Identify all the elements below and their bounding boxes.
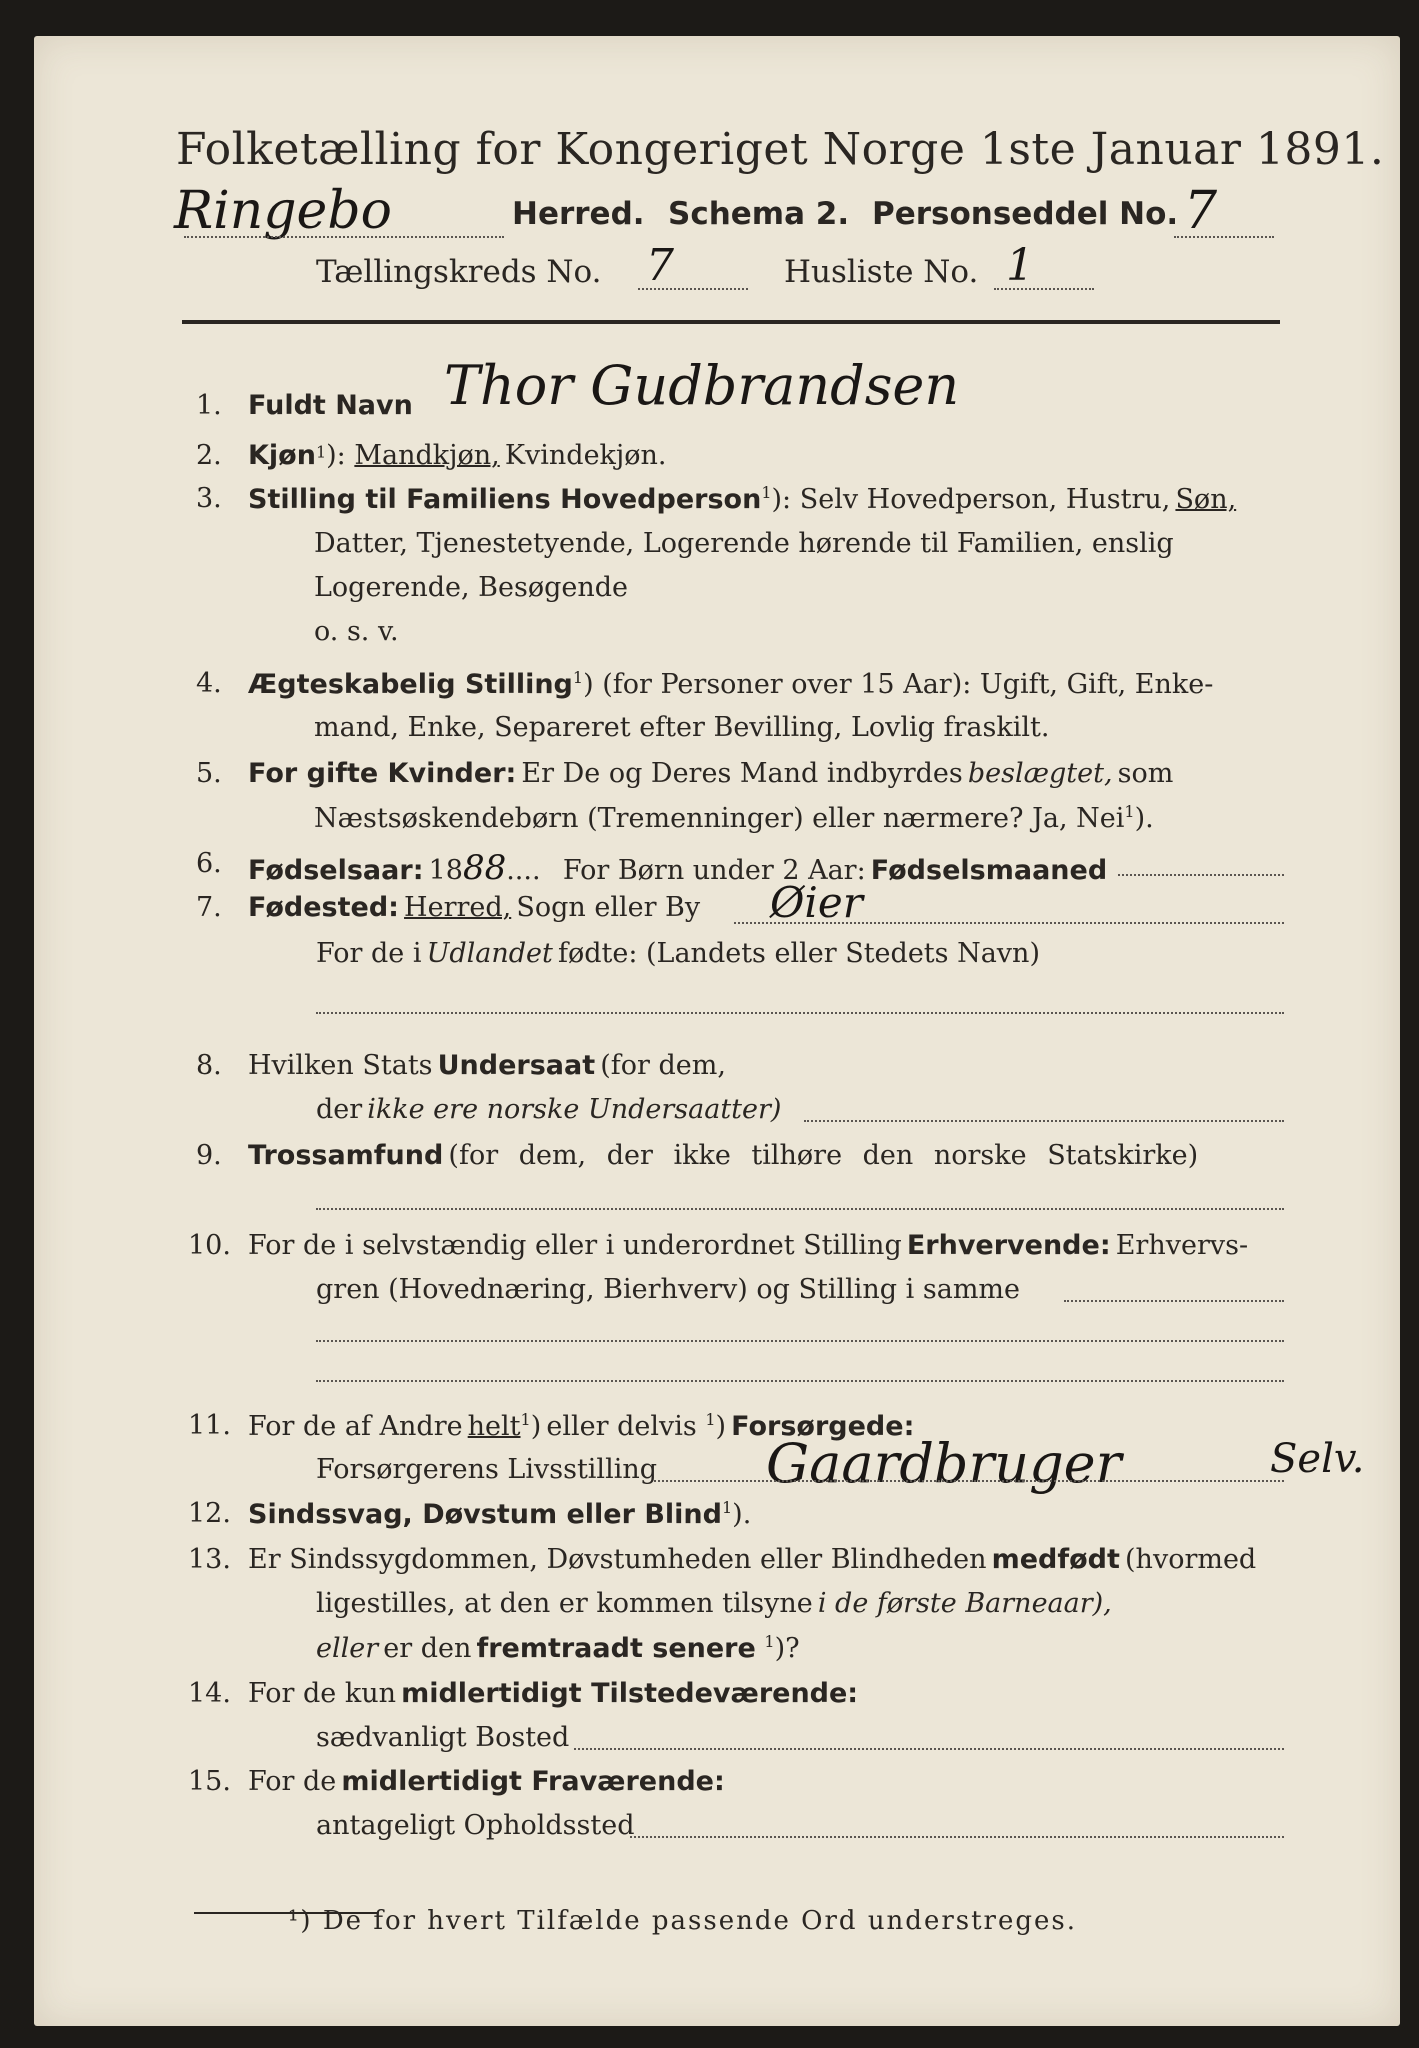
- q8-number: 8.: [196, 1050, 222, 1081]
- q3-options-a: Selv Hovedperson, Hustru,: [799, 484, 1171, 515]
- q2-line: Kjøn$^1$): Mandkjøn, Kvindekjøn.: [248, 440, 667, 471]
- q11-label: Forsørgede:: [731, 1411, 915, 1442]
- q9-label: Trossamfund: [248, 1140, 444, 1171]
- q10-text-b: Erhvervs-: [1115, 1230, 1249, 1261]
- q7-dotline: [734, 922, 1284, 924]
- q3-number: 3.: [196, 483, 222, 514]
- q5-line1: [248, 758, 1173, 789]
- q7-text-b: For de i: [316, 938, 422, 969]
- q8-text-a: Hvilken Stats: [248, 1050, 433, 1081]
- q14-line1: [248, 1678, 858, 1709]
- q3-option-son-underlined: Søn,: [1175, 484, 1237, 515]
- q5-text-a: Er De og Deres Mand indbyrdes: [521, 758, 963, 789]
- q13-text-b: (hvormed: [1125, 1544, 1257, 1575]
- q13-text-a: Er Sindssygdommen, Døvstumheden eller Blindheden: [248, 1544, 987, 1575]
- personseddel-dotline: [1174, 236, 1274, 238]
- q13-label-fremtraadt: fremtraadt senere: [476, 1633, 756, 1664]
- q8-label: Undersaat: [437, 1050, 596, 1081]
- q7-text-c: fødte: (Landets eller Stedets Navn): [557, 938, 1040, 969]
- q7-text-udlandet: Udlandet: [426, 938, 553, 969]
- q8-text-undersaatter: ikke ere norske Undersaatter): [367, 1094, 782, 1125]
- q1-label: Fuldt Navn: [248, 390, 413, 421]
- q12-label: Sindssvag, Døvstum eller Blind: [248, 1499, 722, 1530]
- q2-footnote-mark: 1: [315, 442, 327, 462]
- herred-label: Herred.: [512, 196, 645, 232]
- q3-line2: Datter, Tjenestetyende, Logerende hørende til Familien, enslig: [314, 528, 1174, 559]
- q7-label: Fødested:: [248, 892, 399, 923]
- q3-line3: Logerende, Besøgende: [314, 572, 628, 603]
- q6-label: Fødselsaar:: [248, 855, 424, 886]
- q13-line2: [316, 1588, 1112, 1619]
- q3-line1: Stilling til Familiens Hovedperson$^1$): Selv Hovedperson, Hustru, Søn,: [248, 483, 1237, 515]
- q6-number: 6.: [196, 848, 222, 879]
- q10-dotline-2: [316, 1340, 1284, 1342]
- q13-label-medfodt: medfødt: [991, 1544, 1120, 1575]
- q6-label-month: Fødselsmaaned: [870, 855, 1108, 886]
- q8-line2: [316, 1094, 781, 1125]
- q5-text-som: som: [1117, 758, 1174, 789]
- q11-line1: For de af Andre helt$^1$) eller delvis $^1$) Forsørgede:: [248, 1410, 915, 1442]
- q7-line1: [248, 892, 700, 923]
- form-title: Folketælling for Kongeriget Norge 1ste Januar 1891.: [176, 124, 1385, 175]
- q10-dotline: [1064, 1300, 1284, 1302]
- q8-text-b: (for dem,: [600, 1050, 726, 1081]
- q2-option-mandkjon-underlined: Mandkjøn,: [354, 440, 500, 471]
- q7-dotline-2: [316, 1012, 1284, 1014]
- q14-label: midlertidigt Tilstedeværende:: [401, 1678, 859, 1709]
- q6-text-born: For Børn under 2 Aar:: [562, 855, 866, 886]
- q7-option-herred-underlined: Herred,: [404, 892, 512, 923]
- q3-label: Stilling til Familiens Hovedperson: [248, 484, 762, 515]
- q13-text-c: ligestilles, at den er kommen tilsyne: [316, 1588, 813, 1619]
- q10-line2: gren (Hovednæring, Bierhverv) og Stilling i samme: [316, 1274, 1021, 1305]
- q2-option-kvindekjon: Kvindekjøn.: [504, 440, 667, 471]
- q12-number: 12.: [188, 1498, 231, 1529]
- footnote-text: ¹) De for hvert Tilfælde passende Ord understreges.: [288, 1906, 1078, 1936]
- q14-line2: sædvanligt Bosted: [316, 1722, 570, 1753]
- kreds-number: 7: [646, 240, 674, 291]
- q7-line2: [316, 938, 1040, 969]
- q5-line2: Næstsøskendebørn (Tremenninger) eller nærmere? Ja, Nei$^1$).: [314, 802, 1154, 834]
- q5-label: For gifte Kvinder:: [248, 758, 517, 789]
- q13-line1: [248, 1544, 1256, 1575]
- q11-option-helt-underlined: helt: [467, 1411, 521, 1442]
- q6-year-handwritten: 88: [462, 848, 507, 888]
- q4-line2: mand, Enke, Separeret efter Bevilling, Lovlig fraskilt.: [314, 712, 1050, 743]
- q6-dotline: [1118, 874, 1284, 876]
- q10-label: Erhvervende:: [906, 1230, 1111, 1261]
- q5-number: 5.: [196, 758, 222, 789]
- q5-text-beslaegtet: beslægtet,: [967, 758, 1113, 789]
- q9-text: (for dem, der ikke tilhøre den norske Statskirke): [448, 1140, 1199, 1171]
- q10-dotline-3: [316, 1380, 1284, 1382]
- q11-dotline: [654, 1480, 1284, 1482]
- q4-number: 4.: [196, 668, 222, 699]
- q1-answer-name: Thor Gudbrandsen: [444, 354, 960, 417]
- q8-text-der: der: [316, 1094, 363, 1125]
- q13-text-barneaar: i de første Barneaar),: [817, 1588, 1112, 1619]
- q15-line2: antageligt Opholdssted: [316, 1810, 635, 1841]
- q11-line2: Forsørgerens Livsstilling: [316, 1454, 658, 1485]
- q10-text-a: For de i selvstændig eller i underordnet Stilling: [248, 1230, 902, 1261]
- q11-answer-handwritten: Gaardbruger: [766, 1432, 1122, 1495]
- q7-text: Sogn eller By: [516, 892, 701, 923]
- q4-options-a: (for Personer over 15 Aar): Ugift, Gift, Enke-: [602, 669, 1214, 700]
- q14-dotline: [574, 1748, 1284, 1750]
- header-rule: [182, 320, 1280, 324]
- q13-line3: eller er den fremtraadt senere $^1$)?: [316, 1632, 800, 1664]
- q6-line: Fødselsaar: 1888.... For Børn under 2 Aar: Fødselsmaaned: [248, 848, 1108, 888]
- q14-number: 14.: [188, 1678, 231, 1709]
- q9-line1: [248, 1140, 1198, 1171]
- q7-answer-handwritten: Øier: [770, 878, 863, 927]
- q13-number: 13.: [188, 1544, 231, 1575]
- q1-number: 1.: [196, 390, 222, 421]
- q14-text-a: For de kun: [248, 1678, 396, 1709]
- q11-number: 11.: [188, 1410, 231, 1441]
- q13-text-eller: eller: [316, 1633, 379, 1664]
- kreds-label: Tællingskreds No.: [316, 254, 602, 290]
- personseddel-number: 7: [1184, 181, 1218, 241]
- q7-number: 7.: [196, 892, 222, 923]
- census-form-page: [34, 36, 1400, 2026]
- q8-line1: [248, 1050, 726, 1081]
- q15-dotline: [630, 1836, 1284, 1838]
- q15-label: midlertidigt Fraværende:: [341, 1766, 725, 1797]
- q11-text-b: eller delvis: [546, 1411, 697, 1442]
- q4-line1: Ægteskabelig Stilling$^1$) (for Personer over 15 Aar): Ugift, Gift, Enke-: [248, 668, 1214, 700]
- q10-line1: [248, 1230, 1248, 1261]
- q4-label: Ægteskabelig Stilling: [248, 669, 573, 700]
- q12-line: Sindssvag, Døvstum eller Blind$^1$).: [248, 1498, 752, 1530]
- q15-text-a: For de: [248, 1766, 337, 1797]
- q6-year-prefix: 18: [428, 855, 463, 886]
- husliste-label: Husliste No.: [784, 254, 979, 290]
- herred-dotline: [184, 236, 504, 238]
- q5-text-b: Næstsøskendebørn (Tremenninger) eller nærmere? Ja, Nei: [314, 803, 1125, 834]
- herred-handwritten: Ringebo: [174, 181, 392, 241]
- q2-label: Kjøn: [248, 440, 316, 471]
- q15-line1: [248, 1766, 725, 1797]
- q15-number: 15.: [188, 1766, 231, 1797]
- q8-dotline: [804, 1120, 1284, 1122]
- q9-dotline: [316, 1208, 1284, 1210]
- q11-answer2-handwritten: Selv.: [1270, 1436, 1365, 1482]
- personseddel-label: Personseddel No.: [872, 196, 1179, 232]
- schema-label: Schema 2.: [668, 196, 850, 232]
- husliste-dotline: [994, 288, 1094, 290]
- q11-text-a: For de af Andre: [248, 1411, 463, 1442]
- q3-line4: o. s. v.: [314, 616, 399, 647]
- husliste-number: 1: [1006, 240, 1034, 291]
- q2-number: 2.: [196, 440, 222, 471]
- q13-text-er-den: er den: [383, 1633, 472, 1664]
- q9-number: 9.: [196, 1140, 222, 1171]
- kreds-dotline: [638, 288, 748, 290]
- q10-number: 10.: [188, 1230, 231, 1261]
